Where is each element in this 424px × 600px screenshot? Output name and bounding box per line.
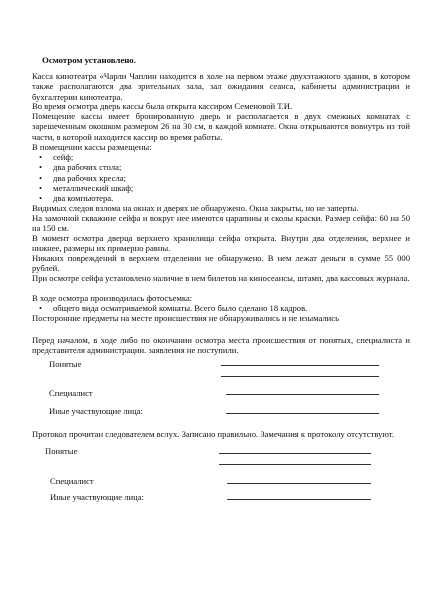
witness-signature-line [221, 376, 379, 377]
paragraph-no-foreign-items: Посторонние предметы на месте происшествия не обнаруживались и не изымались [32, 313, 339, 323]
specialist-signature-line [226, 394, 379, 395]
list-item: • два рабочих стола; [32, 162, 410, 172]
list-item: • два компьютера. [32, 193, 410, 203]
paragraph-no-break-in: Видимых следов взлома на окнах и дверях не обнаружено. Окна закрыты, но не заперты. [32, 203, 359, 213]
paragraph-money: Никаких повреждений в верхнем отделении не обнаружено. В нем лежат деньги в сумме 55 000 рублей. [32, 253, 410, 274]
witness-signature-line [219, 453, 371, 454]
paragraph-cashier-location: Касса кинотеатра «Чарли Чаплин находится в холе на первом этаже двухэтажного здания, в котором также располагаются два зрительных зала, зал ожидания сеанса, кабинеты администрации и бухгалтерии кинотеатра. [32, 71, 410, 102]
others-label: Иные участвующие лица: [50, 492, 144, 502]
others-signature-line [226, 413, 379, 414]
witnesses-label: Понятые [49, 359, 82, 369]
witness-signature-line [219, 464, 371, 465]
list-item: • два рабочих кресла; [32, 173, 410, 183]
items-list [32, 152, 410, 203]
others-label: Иные участвующие лица: [49, 406, 143, 416]
list-item: • металлический шкаф; [32, 183, 410, 193]
specialist-label: Специалист [50, 476, 94, 486]
photo-list [32, 303, 410, 313]
paragraph-no-statements: Перед началом, в ходе либо по окончании осмотра места происшествия от понятых, специалиста и представителя администрации. заявления не поступили. [32, 335, 410, 356]
specialist-label: Специалист [49, 388, 93, 398]
paragraph-safe-open: В момент осмотра дверца верхнего хранилища сейфа открыта. Внутри два отделения, верхнее и нижнее, размеры их примерно равны. [32, 233, 410, 254]
paragraph-safe-scratches: На замочной скважине сейфа и вокруг нее имеются царапины и сколы краски. Размер сейфа: 60 на 50 на 150 см. [32, 213, 410, 234]
list-item: • сейф; [32, 152, 410, 162]
specialist-signature-line [227, 483, 371, 484]
paragraph-safe-contents: При осмотре сейфа установлено наличие в нем билетов на киносеансы, штамп, два кассовых журнала. [32, 273, 410, 283]
document-heading: Осмотром установлено. [42, 55, 136, 65]
witnesses-label: Понятые [45, 446, 78, 456]
paragraph-room-description: Помещение кассы имеет бронированную дверь и располагается в двух смежных комнатах с зарешеченным окошком размером 26 на 30 см, в каждой комнате. Окна открываются вовнутрь из той части, в которой находится кассир во время работы. [32, 111, 410, 142]
paragraph-items-intro: В помещении кассы размещены: [32, 142, 152, 152]
paragraph-protocol-read: Протокол прочитан следователем вслух. Записано правильно. Замечания к протоколу отсутствуют. [32, 429, 395, 439]
list-item: • общего вида осматриваемой комнаты. Всего было сделано 18 кадров. [32, 303, 410, 313]
witness-signature-line [221, 365, 379, 366]
paragraph-photo-intro: В ходе осмотра производилась фотосъемка: [32, 293, 193, 303]
paragraph-door-opened: Во время осмотра дверь кассы была открыта кассиром Семеновой Т.И. [32, 101, 293, 111]
others-signature-line [227, 499, 371, 500]
